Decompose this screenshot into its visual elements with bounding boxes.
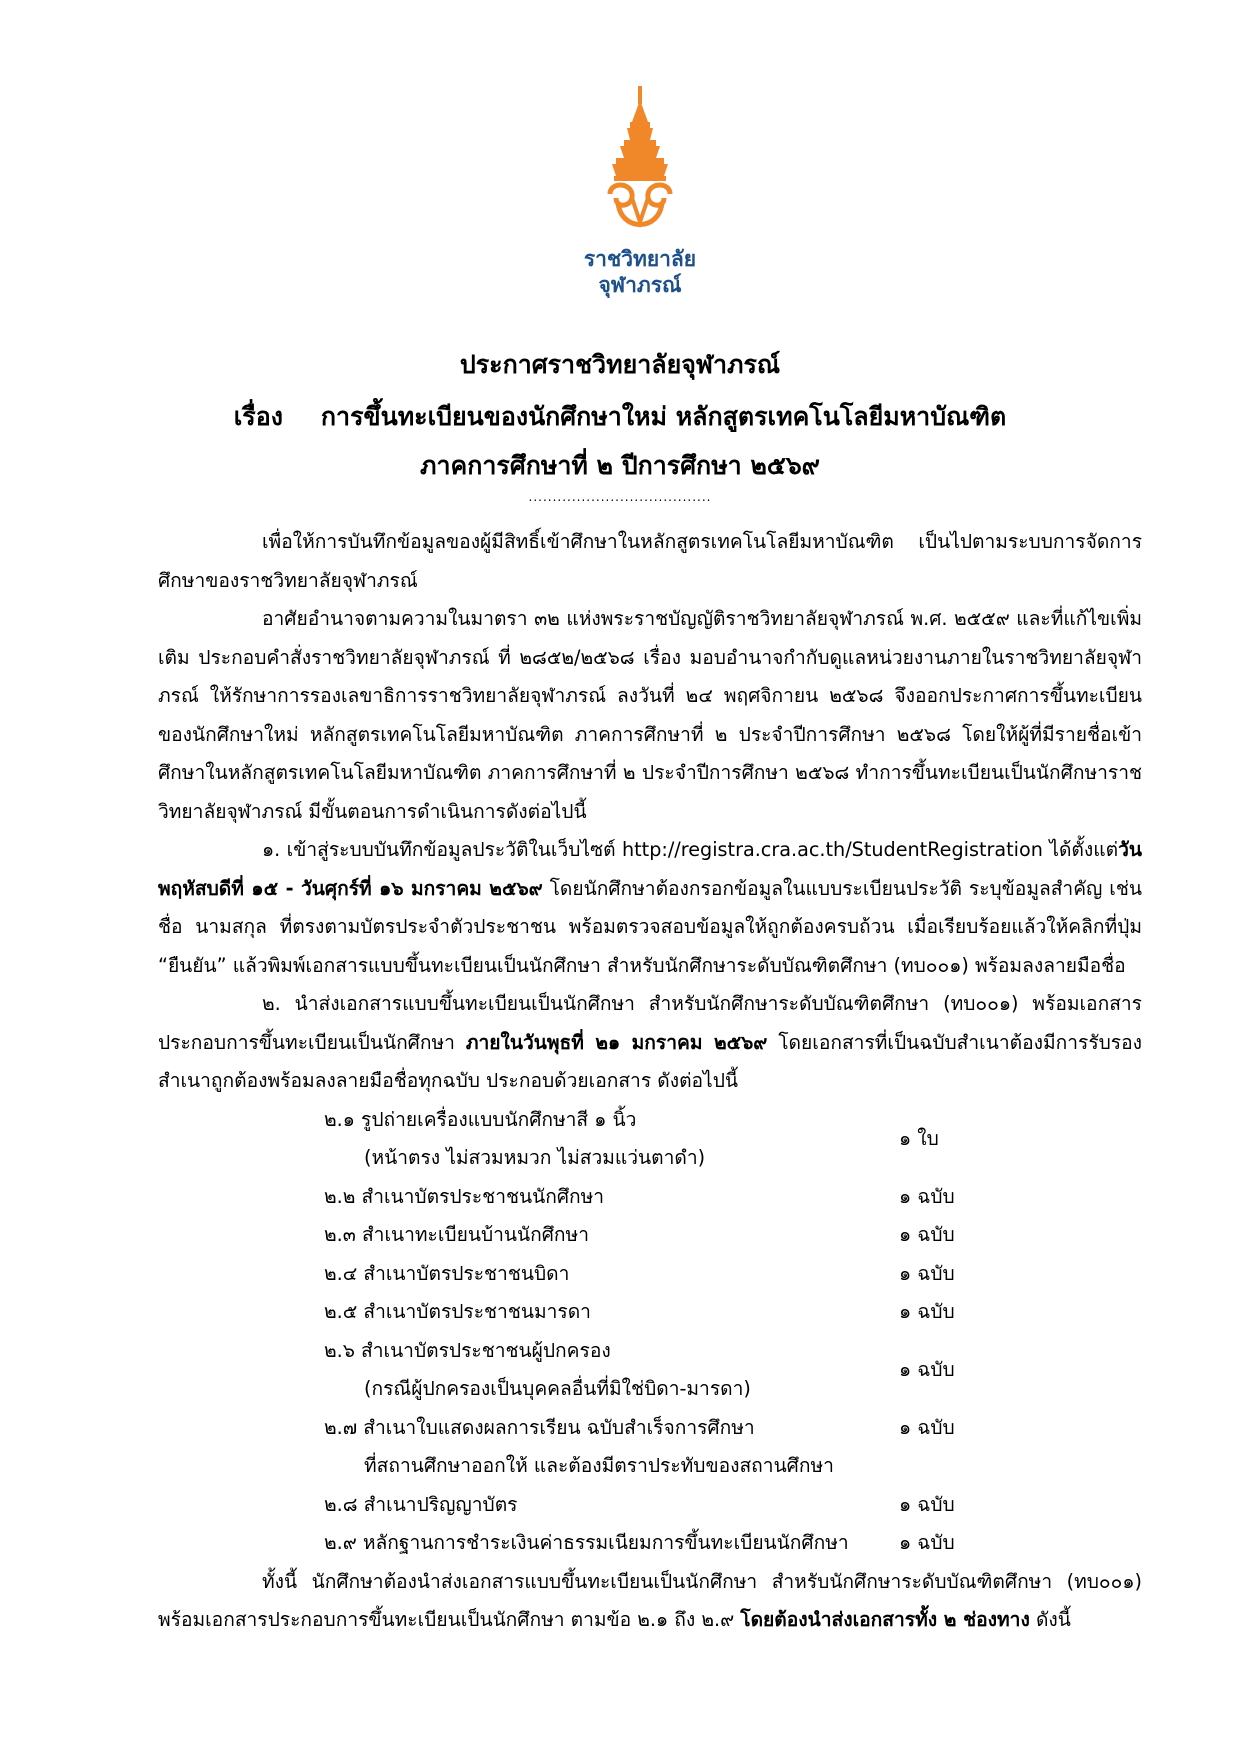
step-2-deadline: ภายในวันพุธที่ ๒๑ มกราคม ๒๕๖๙ — [465, 1030, 768, 1054]
requirement-quantity: ๑ ฉบับ — [899, 1184, 955, 1208]
submission-tail: ดังนี้ — [1035, 1608, 1071, 1631]
requirement-quantity: ๑ ฉบับ — [899, 1492, 955, 1516]
registration-url: http://registra.cra.ac.th/StudentRegistration — [621, 838, 1043, 861]
logo-line-1: ราชวิทยาลัย — [583, 247, 697, 271]
requirement-quantity: ๑ ฉบับ — [899, 1261, 955, 1285]
step-1-dates: วันพฤหัสบดีที่ ๑๕ - วันศุกร์ที่ ๑๖ มกราคม ๒๕๖๙ — [158, 838, 1142, 900]
requirement-quantity: ๑ ใบ — [899, 1126, 939, 1150]
list-item — [324, 1524, 1024, 1563]
list-item — [324, 1332, 1024, 1409]
step-2 — [158, 985, 1142, 1101]
step-1-intro: ๑. เข้าสู่ระบบบันทึกข้อมูลประวัติในเว็บไซต์ — [262, 838, 616, 861]
announcement-subject — [0, 397, 1240, 437]
requirement-quantity: ๑ ฉบับ — [899, 1300, 955, 1323]
college-logo — [580, 82, 700, 302]
submission-channels: โดยต้องนำส่งเอกสารทั้ง ๒ ช่องทาง — [740, 1608, 1030, 1631]
list-item — [324, 1178, 1024, 1217]
step-2-intro: ๒. นำส่งเอกสารแบบขึ้นทะเบียนเป็นนักศึกษา สำหรับนักศึกษาระดับบัณฑิตศึกษา (ทบ๐๐๑) พร้อมเอกสารประกอบการขึ้นทะเบียนเป็นนักศึกษา — [158, 992, 1142, 1054]
list-item — [324, 1101, 1024, 1178]
requirement-text: ๒.๙ หลักฐานการชำระเงินค่าธรรมเนียมการขึ้นทะเบียนนักศึกษา — [324, 1531, 849, 1554]
requirement-quantity: ๑ ฉบับ — [899, 1223, 955, 1246]
crown-emblem-icon — [580, 82, 700, 242]
requirement-text: ๒.๗ สำเนาใบแสดงผลการเรียน ฉบับสำเร็จการศึกษา — [324, 1415, 755, 1439]
requirement-quantity: ๑ ฉบับ — [899, 1531, 955, 1554]
requirement-note: (หน้าตรง ไม่สวมหมวก ไม่สวมแว่นตาดำ) — [364, 1146, 706, 1169]
requirement-text: ๒.๘ สำเนาปริญญาบัตร — [324, 1492, 518, 1516]
requirement-quantity: ๑ ฉบับ — [899, 1357, 955, 1381]
requirement-note: ที่สถานศึกษาออกให้ และต้องมีตราประทับของสถานศึกษา — [364, 1454, 834, 1477]
requirement-text: ๒.๖ สำเนาบัตรประชาชนผู้ปกครอง — [324, 1338, 611, 1362]
step-1 — [158, 831, 1142, 985]
submission-text: ทั้งนี้ นักศึกษาต้องนำส่งเอกสารแบบขึ้นทะเบียนเป็นนักศึกษา สำหรับนักศึกษาระดับบัณฑิตศึกษา (ทบ๐๐๑) พร้อมเอกสารประกอบการขึ้นทะเบียนเป็นนักศึกษา ตามข้อ ๒.๑ ถึง ๒.๙ — [158, 1569, 1142, 1631]
list-item — [324, 1216, 1024, 1255]
step-1-from: ได้ตั้งแต่ — [1049, 838, 1119, 861]
list-item — [324, 1293, 1024, 1332]
step-1-details: โดยนักศึกษาต้องกรอกข้อมูลในแบบระเบียนประวัติ ระบุข้อมูลสำคัญ เช่น ชื่อ นามสกุล ที่ตรงตามบัตรประจำตัวประชาชน พร้อมตรวจสอบข้อมูลให้ถูกต้องครบถ้วน เมื่อเรียบร้อยแล้วให้คลิกที่ปุ่ม “ยืนยัน” แล้วพิมพ์เอกสารแบบขึ้นทะเบียนเป็นนักศึกษา สำหรับนักศึกษาระดับบัณฑิตศึกษา (ทบ๐๐๑) พร้อมลงลายมือชื่อ — [158, 876, 1142, 977]
requirement-text: ๒.๒ สำเนาบัตรประชาชนนักศึกษา — [324, 1184, 605, 1208]
divider-dots: ...................................... — [528, 490, 712, 504]
list-item — [324, 1255, 1024, 1294]
step-2-details: โดยเอกสารที่เป็นฉบับสำเนาต้องมีการรับรองสำเนาถูกต้องพร้อมลงลายมือชื่อทุกฉบับ ประกอบด้วยเอกสาร ดังต่อไปนี้ — [158, 1030, 1142, 1092]
list-item — [324, 1486, 1024, 1525]
document-body — [158, 523, 1142, 1640]
requirement-text: ๒.๕ สำเนาบัตรประชาชนมารดา — [324, 1300, 591, 1323]
requirement-note: (กรณีผู้ปกครองเป็นบุคคลอื่นที่มิใช่บิดา-มารดา) — [364, 1377, 751, 1400]
requirement-quantity: ๑ ฉบับ — [899, 1415, 955, 1439]
paragraph-submission — [158, 1563, 1142, 1640]
requirement-text: ๒.๓ สำเนาทะเบียนบ้านนักศึกษา — [324, 1223, 589, 1246]
list-item — [324, 1409, 1024, 1486]
announcement-title: ประกาศราชวิทยาลัยจุฬาภรณ์ — [459, 350, 781, 379]
paragraph-authority: อาศัยอำนาจตามความในมาตรา ๓๒ แห่งพระราชบัญญัติราชวิทยาลัยจุฬาภรณ์ พ.ศ. ๒๕๕๙ และที่แก้ไขเพิ่มเติม ประกอบคำสั่งราชวิทยาลัยจุฬาภรณ์ ที่ ๒๘๕๒/๒๕๖๘ เรื่อง มอบอำนาจกำกับดูแลหน่วยงานภายในราชวิทยาลัยจุฬาภรณ์ ให้รักษาการรองเลขาธิการราชวิทยาลัยจุฬาภรณ์ ลงวันที่ ๒๔ พฤศจิกายน ๒๕๖๘ จึงออกประกาศการขึ้นทะเบียนของนักศึกษาใหม่ หลักสูตรเทคโนโลยีมหาบัณฑิต ภาคการศึกษาที่ ๒ ประจำปีการศึกษา ๒๕๖๘ โดยให้ผู้ที่มีรายชื่อเข้าศึกษาในหลักสูตรเทคโนโลยีมหาบัณฑิต ภาคการศึกษาที่ ๒ ประจำปีการศึกษา ๒๕๖๘ ทำการขึ้นทะเบียนเป็นนักศึกษาราชวิทยาลัยจุฬาภรณ์ มีขั้นตอนการดำเนินการดังต่อไปนี้ — [158, 607, 1142, 823]
subject-label: เรื่อง — [233, 402, 283, 431]
requirement-text: ๒.๔ สำเนาบัตรประชาชนบิดา — [324, 1261, 570, 1285]
paragraph-purpose: เพื่อให้การบันทึกข้อมูลของผู้มีสิทธิ์เข้าศึกษาในหลักสูตรเทคโนโลยีมหาบัณฑิต เป็นไปตามระบบการจัดการศึกษาของราชวิทยาลัยจุฬาภรณ์ — [158, 530, 1142, 592]
requirements-list — [324, 1101, 1024, 1563]
subject-text: การขึ้นทะเบียนของนักศึกษาใหม่ หลักสูตรเทคโนโลยีมหาบัณฑิต — [320, 402, 1007, 431]
announcement-term: ภาคการศึกษาที่ ๒ ปีการศึกษา ๒๕๖๙ — [419, 451, 820, 480]
requirement-text: ๒.๑ รูปถ่ายเครื่องแบบนักศึกษาสี ๑ นิ้ว — [324, 1107, 637, 1131]
logo-line-2: จุฬาภรณ์ — [598, 273, 682, 297]
